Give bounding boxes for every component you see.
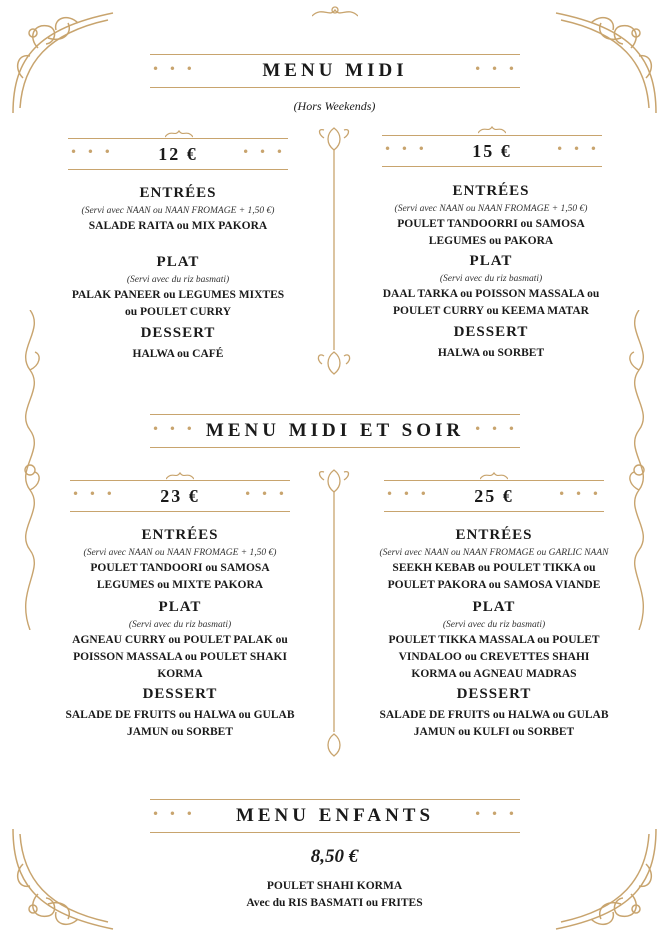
vertical-divider-bottom-icon xyxy=(314,462,354,762)
price-23: 23 € xyxy=(160,486,200,506)
menu-midi-subtitle: (Hors Weekends) xyxy=(293,99,376,113)
price-crest-12-icon xyxy=(165,128,193,138)
price-12: 12 € xyxy=(158,144,198,164)
price-box-25 xyxy=(384,480,604,512)
entrees-note: (Servi avec NAAN ou NAAN FROMAGE + 1,50 €) xyxy=(394,204,588,214)
entrees-heading: ENTRÉES xyxy=(455,527,533,543)
plat-items: DAAL TARKA ou POISSON MASSALA ou POULET CURRY ou KEEMA MATAR xyxy=(382,288,600,317)
dessert-heading: DESSERT xyxy=(456,686,532,702)
dessert-items: SALADE DE FRUITS ou HALWA ou GULAB JAMUN ou SORBET xyxy=(65,709,295,738)
entrees-items: POULET TANDOORI ou SAMOSA LEGUMES ou MIXTE PAKORA xyxy=(90,562,270,591)
price-dots-right-icon: • • • xyxy=(558,487,602,501)
menu-midi-title: MENU MIDI xyxy=(262,60,408,81)
plat-items: PALAK PANEER ou LEGUMES MIXTES ou POULET CURRY xyxy=(71,289,285,318)
menu-25-column xyxy=(354,527,634,741)
vertical-divider-top-icon xyxy=(314,120,354,382)
banner-dots-left-icon: • • • xyxy=(152,422,196,436)
entrees-heading: ENTRÉES xyxy=(452,183,530,199)
dessert-heading: DESSERT xyxy=(140,325,216,341)
menu-enfants-price: 8,50 € xyxy=(310,846,359,867)
price-crest-23-icon xyxy=(166,470,194,480)
menu-midi-soir-title: MENU MIDI ET SOIR xyxy=(205,420,465,441)
menu-enfants-title: MENU ENFANTS xyxy=(235,805,435,826)
entrees-note: (Servi avec NAAN ou NAAN FROMAGE + 1,50 €) xyxy=(83,548,277,558)
dessert-heading: DESSERT xyxy=(142,686,218,702)
plat-note: (Servi avec du riz basmati) xyxy=(126,275,230,285)
price-15: 15 € xyxy=(472,141,512,161)
price-box-12 xyxy=(68,138,288,170)
plat-heading: PLAT xyxy=(469,253,513,269)
plat-note: (Servi avec du riz basmati) xyxy=(439,274,543,284)
price-box-15 xyxy=(382,135,602,167)
menu-enfants-items: POULET SHAHI KORMA Avec du RIS BASMATI ou FRITES xyxy=(246,880,423,909)
entrees-note: (Servi avec NAAN ou NAAN FROMAGE ou GARLIC NAAN xyxy=(379,548,609,558)
dessert-items: HALWA ou SORBET xyxy=(437,347,545,359)
plat-note: (Servi avec du riz basmati) xyxy=(128,620,232,630)
dessert-heading: DESSERT xyxy=(453,324,529,340)
top-center-ornament-icon xyxy=(312,4,358,22)
plat-note: (Servi avec du riz basmati) xyxy=(442,620,546,630)
price-dots-left-icon: • • • xyxy=(70,145,114,159)
plat-heading: PLAT xyxy=(472,599,516,615)
menu-12-column xyxy=(38,185,318,363)
price-dots-left-icon: • • • xyxy=(384,142,428,156)
entrees-heading: ENTRÉES xyxy=(141,527,219,543)
price-dots-left-icon: • • • xyxy=(386,487,430,501)
price-dots-right-icon: • • • xyxy=(556,142,600,156)
price-25: 25 € xyxy=(474,486,514,506)
plat-heading: PLAT xyxy=(158,599,202,615)
plat-items: AGNEAU CURRY ou POULET PALAK ou POISSON MASSALA ou POULET SHAKI KORMA xyxy=(72,634,288,680)
banner-dots-left-icon: • • • xyxy=(152,807,196,821)
plat-heading: PLAT xyxy=(156,254,200,270)
menu-midi-soir-banner xyxy=(150,414,520,448)
banner-dots-right-icon: • • • xyxy=(474,62,518,76)
price-box-23 xyxy=(70,480,290,512)
dessert-items: SALADE DE FRUITS ou HALWA ou GULAB JAMUN ou KULFI ou SORBET xyxy=(379,709,609,738)
entrees-items: SALADE RAITA ou MIX PAKORA xyxy=(88,220,268,232)
menu-midi-banner xyxy=(150,54,520,88)
entrees-items: SEEKH KEBAB ou POULET TIKKA ou POULET PAKORA ou SAMOSA VIANDE xyxy=(387,562,601,591)
menu-enfants-banner xyxy=(150,799,520,833)
price-dots-left-icon: • • • xyxy=(72,487,116,501)
banner-dots-right-icon: • • • xyxy=(474,807,518,821)
entrees-note: (Servi avec NAAN ou NAAN FROMAGE + 1,50 €) xyxy=(81,206,275,216)
price-crest-25-icon xyxy=(480,470,508,480)
entrees-heading: ENTRÉES xyxy=(139,185,217,201)
banner-dots-right-icon: • • • xyxy=(474,422,518,436)
plat-items: POULET TIKKA MASSALA ou POULET VINDALOO ou CREVETTES SHAHI KORMA ou AGNEAU MADRAS xyxy=(388,634,600,680)
entrees-items: POULET TANDOORRI ou SAMOSA LEGUMES ou PAKORA xyxy=(397,218,585,247)
price-crest-15-icon xyxy=(478,124,506,134)
menu-15-column xyxy=(351,183,631,362)
menu-23-column xyxy=(40,527,320,741)
price-dots-right-icon: • • • xyxy=(244,487,288,501)
banner-dots-left-icon: • • • xyxy=(152,62,196,76)
dessert-items: HALWA ou CAFÉ xyxy=(132,348,224,360)
price-dots-right-icon: • • • xyxy=(242,145,286,159)
